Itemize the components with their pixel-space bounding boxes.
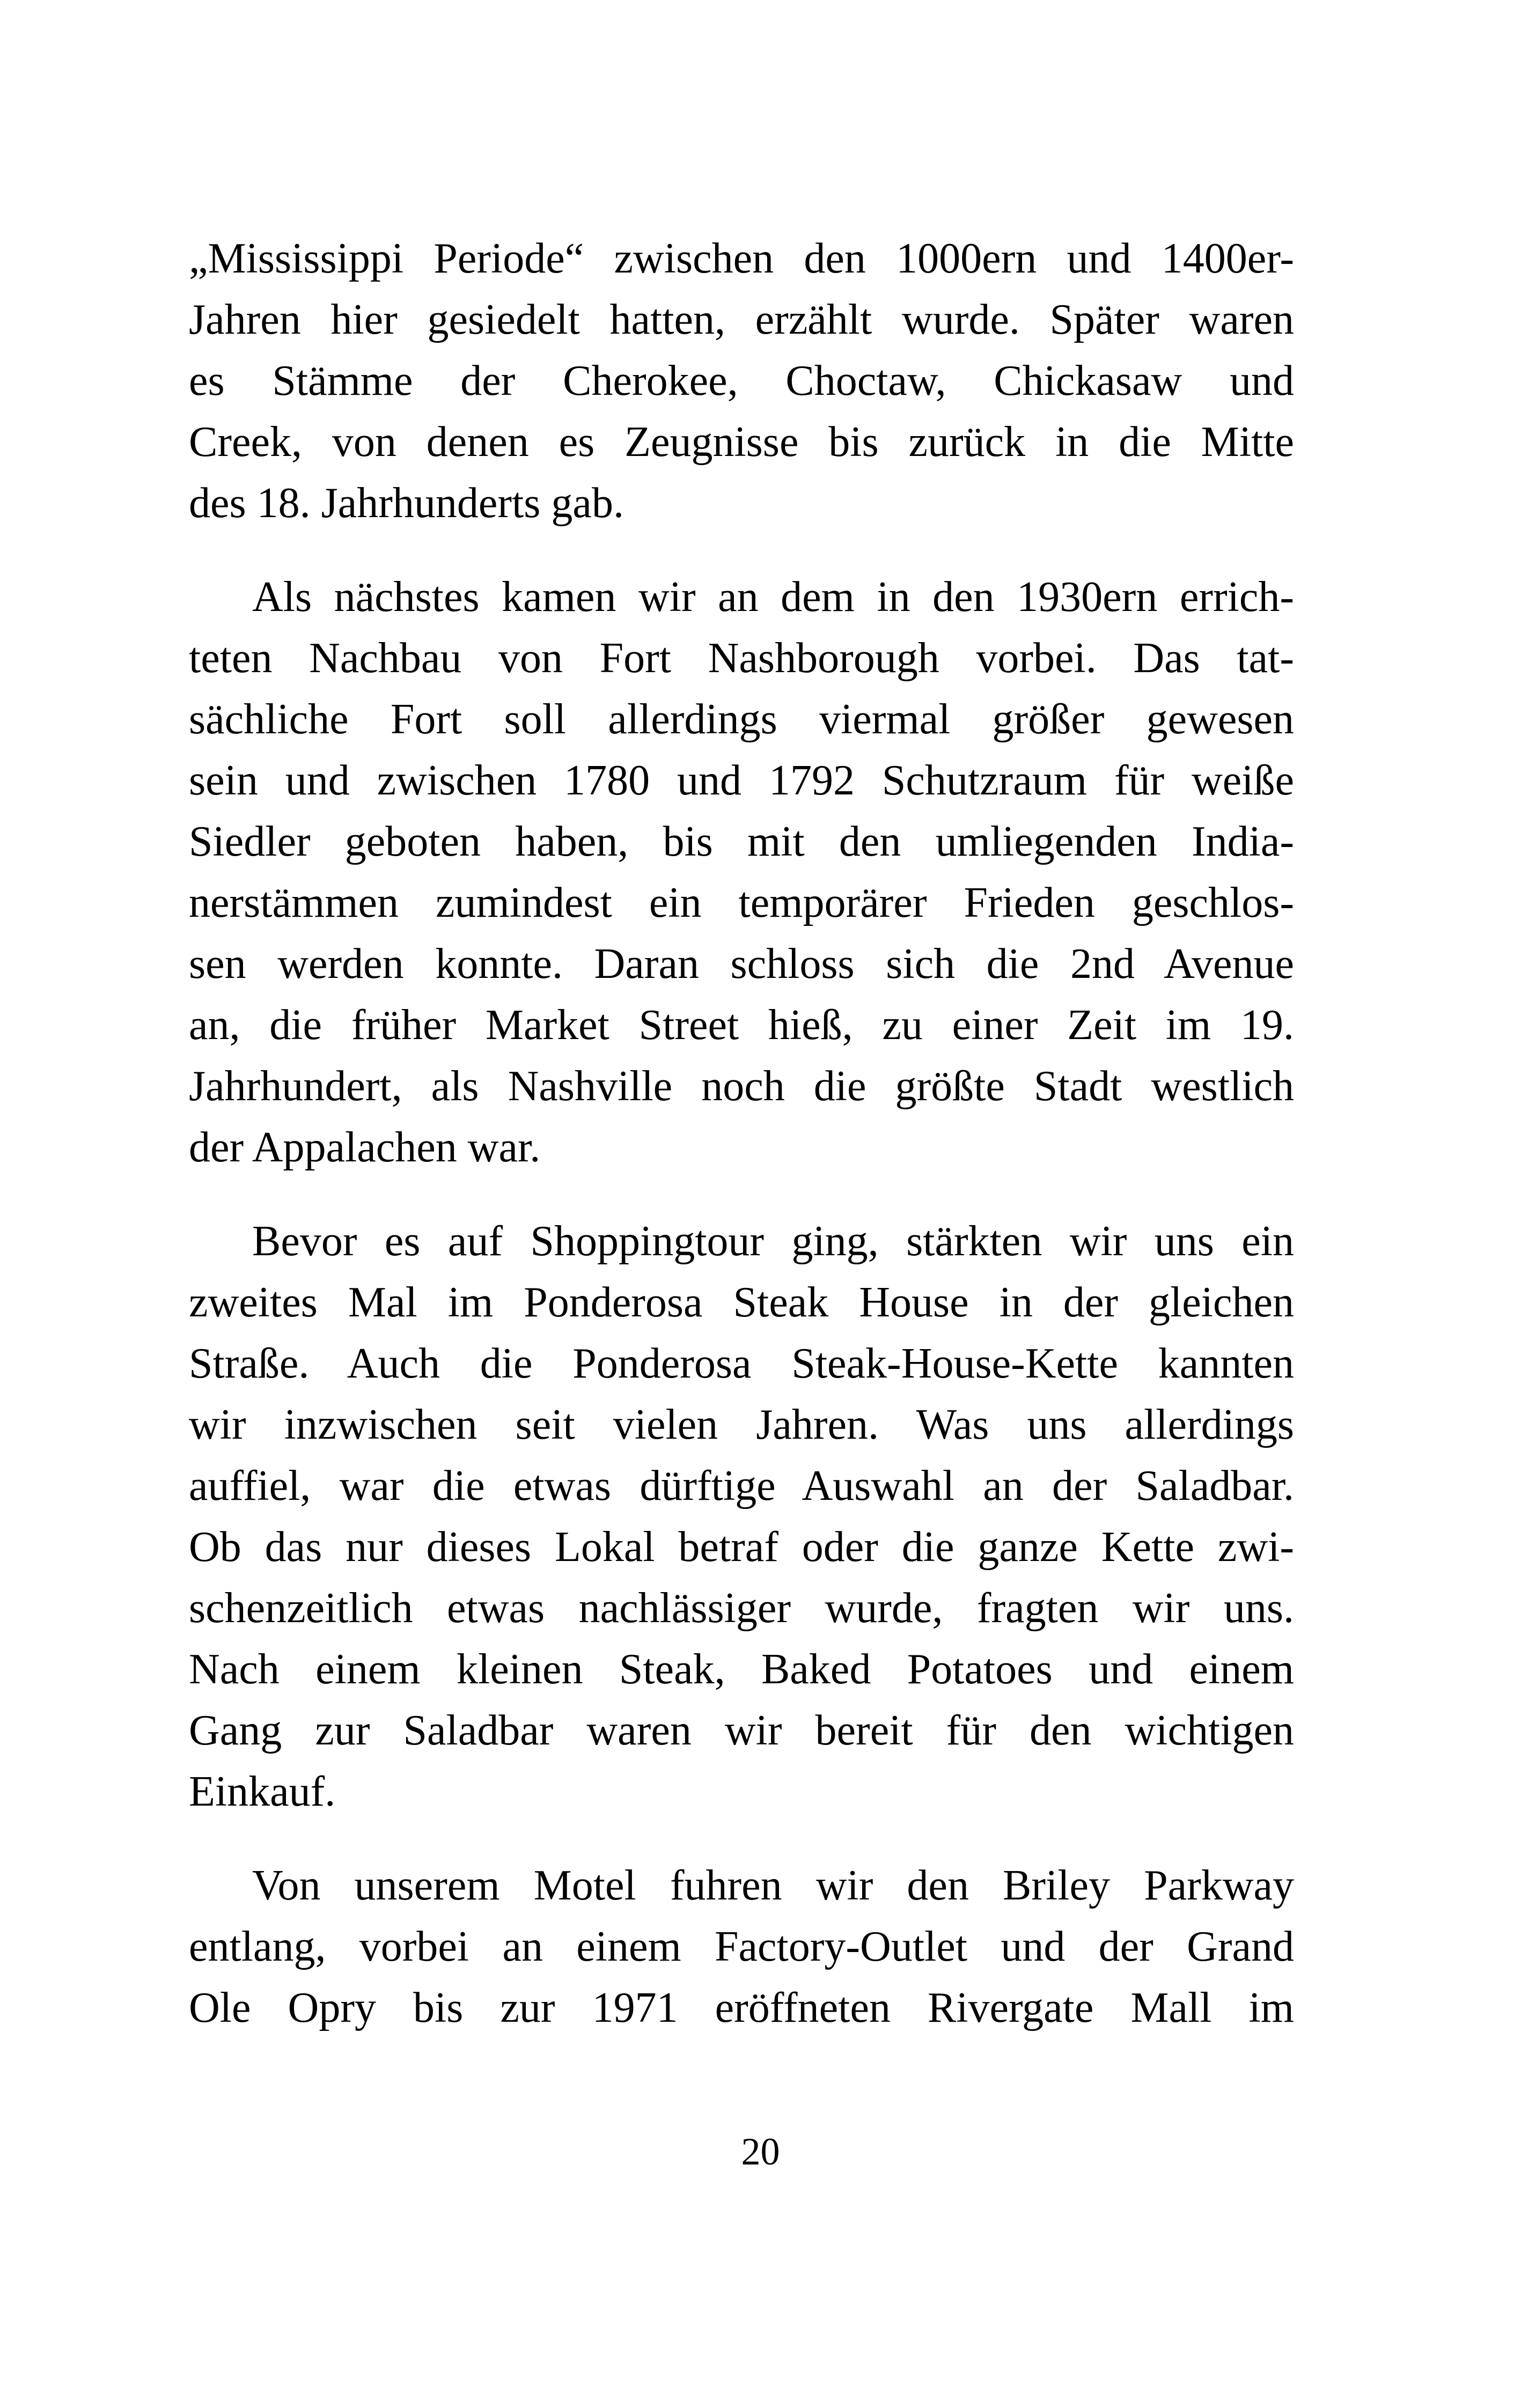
- text-line: Ob das nur dieses Lokal betraf oder die ganze Kette zwi-: [189, 1523, 1294, 1571]
- text-line: an, die früher Market Street hieß, zu einer Zeit im 19.: [189, 1002, 1294, 1049]
- text-line: des 18. Jahrhunderts gab.: [189, 480, 624, 527]
- page-body: [189, 228, 1294, 2071]
- paragraph-2: [189, 566, 1294, 1178]
- text-line: schenzeitlich etwas nachlässiger wurde, fragten wir uns.: [189, 1585, 1294, 1632]
- text-line: nerstämmen zumindest ein temporärer Frieden geschlos-: [189, 879, 1294, 926]
- text-line: Gang zur Saladbar waren wir bereit für den wichtigen: [189, 1707, 1294, 1754]
- text-line: Jahrhundert, als Nashville noch die größte Stadt westlich: [189, 1063, 1294, 1110]
- text-line: der Appalachen war.: [189, 1124, 541, 1171]
- text-line: Nach einem kleinen Steak, Baked Potatoes und einem: [189, 1646, 1294, 1693]
- text-line: Als nächstes kamen wir an dem in den 1930ern errich-: [252, 573, 1294, 621]
- text-line: sen werden konnte. Daran schloss sich die 2nd Avenue: [189, 940, 1294, 988]
- text-line: Ole Opry bis zur 1971 eröffneten Rivergate Mall im: [189, 1984, 1294, 2031]
- text-line: es Stämme der Cherokee, Choctaw, Chickasaw und: [189, 357, 1294, 404]
- page-number: 20: [741, 2130, 780, 2173]
- text-line: wir inzwischen seit vielen Jahren. Was uns allerdings: [189, 1401, 1294, 1448]
- text-line: auffiel, war die etwas dürftige Auswahl an der Saladbar.: [189, 1462, 1294, 1509]
- text-line: Jahren hier gesiedelt hatten, erzählt wurde. Später waren: [189, 296, 1294, 343]
- text-line: sein und zwischen 1780 und 1792 Schutzraum für weiße: [189, 757, 1294, 804]
- text-line: „Mississippi Periode“ zwischen den 1000ern und 1400er-: [189, 235, 1294, 282]
- text-line: Creek, von denen es Zeugnisse bis zurück in die Mitte: [189, 418, 1294, 466]
- paragraph-4: [189, 1855, 1294, 2038]
- text-line: zweites Mal im Ponderosa Steak House in der gleichen: [189, 1279, 1294, 1326]
- paragraph-1: [189, 228, 1294, 534]
- text-line: Einkauf.: [189, 1768, 336, 1815]
- text-line: entlang, vorbei an einem Factory-Outlet und der Grand: [189, 1923, 1294, 1970]
- paragraph-3: [189, 1211, 1294, 1822]
- text-line: teten Nachbau von Fort Nashborough vorbei. Das tat-: [189, 635, 1294, 682]
- text-line: Bevor es auf Shoppingtour ging, stärkten wir uns ein: [252, 1218, 1294, 1265]
- text-line: Von unserem Motel fuhren wir den Briley Parkway: [252, 1862, 1294, 1909]
- text-line: Siedler geboten haben, bis mit den umliegenden India-: [189, 818, 1294, 865]
- text-line: sächliche Fort soll allerdings viermal größer gewesen: [189, 696, 1294, 743]
- text-line: Straße. Auch die Ponderosa Steak-House-Kette kannten: [189, 1340, 1294, 1387]
